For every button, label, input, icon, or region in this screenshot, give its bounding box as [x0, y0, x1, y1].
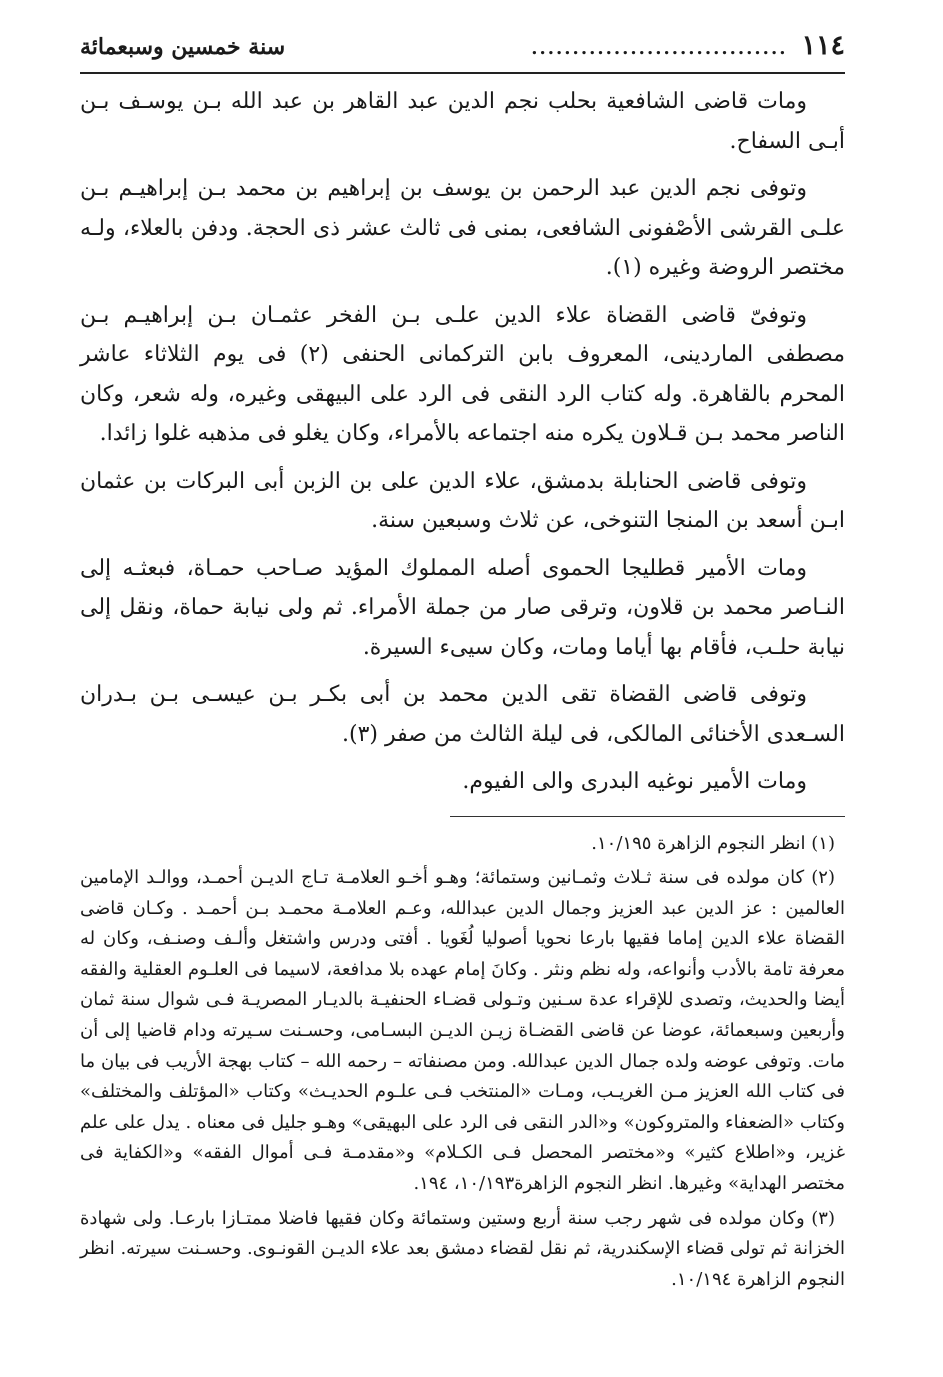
paragraph: ومات الأمير نوغيه البدرى والى الفيوم. [462, 769, 807, 794]
footnote-3: (٣) وكان مولده فى شهر رجب سنة أربع وستين وستمائة وكان فقيها فاضلا ممتـازا بارعـا. ولى شهادة الخزانة ثم تولى قضاء الإسكندرية، ثم نقل لقضاء دمشق بعد علاء الديـن القونـوى. وحسـنت سيرته. انظر النجوم الزاهرة ١٠/١٩٤. [80, 1207, 845, 1290]
running-header-title: سنة خمسين وسبعمائة [80, 34, 286, 60]
paragraph: وتوفى نجم الدين عبد الرحمن بن يوسف بن إبراهيم بن محمد بـن إبراهيـم بـن علـى القرشى الأصْفونى الشافعى، بمنى فى ثالث عشر ذى الحجة. ودفن بالعلاء، ولـه مختصر الروضة وغيره (١). [80, 176, 845, 280]
footnotes [80, 829, 845, 1296]
running-header [80, 30, 845, 70]
paragraph: وتوفى قاضى القضاة تقى الدين محمد بن أبى بكـر بـن عيسـى بـن بـدران السـعدى الأخنائى المالكى، فى ليلة الثالث من صفر (٣). [80, 682, 845, 747]
header-leader-dots: ............................... [531, 38, 788, 59]
main-text [80, 82, 845, 802]
book-page [80, 30, 845, 1350]
paragraph: ومات قاضى الشافعية بحلب نجم الدين عبد القاهر بن عبد الله بـن يوسـف بـن أبـى السفاح. [80, 89, 845, 154]
footnote-2: (٢) كان مولده فى سنة ثـلاث وثمـانين وستمائة؛ وهـو أخـو العلامـة تـاج الديـن أحمـد، ووالـد الإمامين العالمين : عز الدين عبد العزيز وجمال الدين عبدالله، وعـم العلامـة محمـد بـن أحمـد . وكـان قاضى القضاة علاء الدين إماما فقيها بارعا نحويا أصوليا لُغَويا . أفتى ودرس واشتغل وألـف وصنـف، وكان له معرفة تامة بالأدب وأنواعه، وله نظم ونثر . وكانَ إمام عهده بلا مدافعة، لاسيما فى العلـوم العقلية والفقه أيضا والحديث، وتصدى للإقراء عدة سـنين وتـولى قضـاء الحنفيـة بالديـار المصريـة فـى شوال سنة ثمان وأربعين وسبعمائة، عوضا عن قاضى القضـاة زيـن الديـن البسـامى، وحسـنت سـيرته ودام قاضيا إلى أن مات. وتوفى عوضه ولده جمال الدين عبدالله. ومن مصنفاته – رحمه الله – كتاب بهجة الأريب فى بيان ما فى كتاب الله العزيز مـن الغريـب، ومـات «المنتخب فـى علـوم الحديـث» وكتاب «المؤتلف والمختلف» وكتاب «الضعفاء والمتروكون» و«الدر النقى فى الرد على البهيقى» وهـو جليل فى معناه . يدل على علم غزير، و«اطلاع كثير» و«مختصر المحصل فـى الكـلام» و«مقدمـة فـى أموال الفقه» و«الكفاية فى مختصر الهداية» وغيرها. انظر النجوم الزاهرة١٠/١٩٣، ١٩٤. [80, 867, 845, 1195]
paragraph: وتوفى قاضى الحنابلة بدمشق، علاء الدين على بن الزبن أبى البركات بن عثمان ابـن أسعد بن المنجا التنوخى، عن ثلاث وسبعين سنة. [80, 468, 845, 533]
paragraph: ومات الأمير قطليجا الحموى أصله المملوك المؤيد صـاحب حمـاة، فبعثـه إلى النـاصر محمد بن قلاون، وترقى صار من جملة الأمراء. ثم ولى نيابة حماة، ونقل إلى نيابة حلـب، فأقام بها أياما ومات، وكان سيىء السيرة. [80, 555, 845, 660]
paragraph: وتوفىّ قاضى القضاة علاء الدين علـى بـن الفخر عثمـان بـن إبراهيـم بـن مصطفى الماردينى، المعروف بابن التركمانى الحنفى (٢) فى يوم الثلاثاء عاشر المحرم بالقاهرة. وله كتاب الرد النقى فى الرد على البيهقى وغيره، وله شعر، وكان الناصر محمد بـن قـلاون يكره منه اجتماعه بالأمراء، وكان يغلو فى مذهبه غلوا زائدا. [80, 302, 845, 446]
footnote-separator [450, 816, 845, 817]
footnote-1: (١) انظر النجوم الزاهرة ١٠/١٩٥. [591, 832, 835, 854]
header-rule [80, 72, 845, 74]
page-number: ١١٤ [801, 30, 845, 61]
